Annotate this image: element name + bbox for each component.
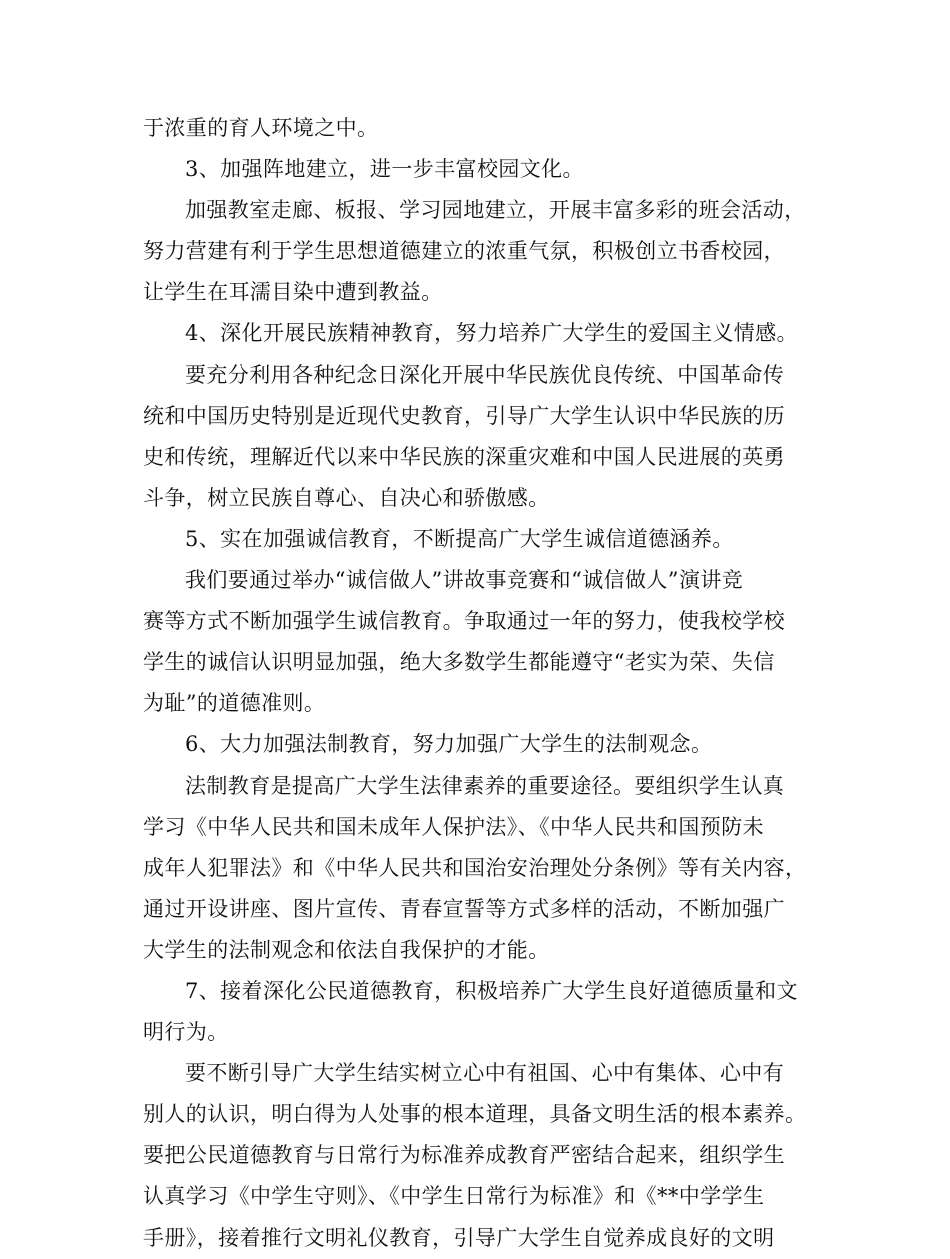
text-line: 于浓重的育人环境之中。 xyxy=(143,116,379,140)
text-line: 学习《中华人民共和国未成年人保护法》、《中华人民共和国预防未 xyxy=(143,814,764,839)
text-line: 学生的诚信认识明显加强，绝大多数学生都能遵守“老实为荣、失信 xyxy=(143,650,775,675)
text-line: 明行为。 xyxy=(143,1020,229,1045)
text-line: 要充分利用各种纪念日深化开展中华民族优良传统、中国革命传 xyxy=(185,362,785,387)
text-line: 要不断引导广大学生结实树立心中有祖国、心中有集体、心中有 xyxy=(185,1061,785,1086)
text-line: 3、加强阵地建立，进一步丰富校园文化。 xyxy=(185,157,584,182)
text-line: 我们要通过举办“诚信做人”讲故事竞赛和“诚信做人”演讲竞 xyxy=(185,568,744,593)
text-line: 为耻”的道德准则。 xyxy=(143,691,326,716)
text-line: 5、实在加强诚信教育，不断提高广大学生诚信道德涵养。 xyxy=(185,526,734,551)
text-line: 让学生在耳濡目染中遭到教益。 xyxy=(143,280,443,305)
text-line: 7、接着深化公民道德教育，积极培养广大学生良好道德质量和文 xyxy=(185,978,798,1003)
text-line: 认真学习《中学生守则》、《中学生日常行为标准》和《**中学学生 xyxy=(143,1184,765,1209)
text-line: 斗争，树立民族自尊心、自决心和骄傲感。 xyxy=(143,485,550,510)
text-line: 史和传统，理解近代以来中华民族的深重灾难和中国人民进展的英勇 xyxy=(143,444,785,469)
text-line: 统和中国历史特别是近现代史教育，引导广大学生认识中华民族的历 xyxy=(143,403,785,428)
text-line: 法制教育是提高广大学生法律素养的重要途径。要组织学生认真 xyxy=(185,773,785,798)
text-line: 手册》，接着推行文明礼仪教育，引导广大学生自觉养成良好的文明 xyxy=(143,1225,775,1250)
text-line: 努力营建有利于学生思想道德建立的浓重气氛，积极创立书香校园， xyxy=(143,239,785,264)
text-line: 大学生的法制观念和依法自我保护的才能。 xyxy=(143,937,550,962)
text-line: 4、深化开展民族精神教育，努力培养广大学生的爱国主义情感。 xyxy=(185,321,798,346)
text-line: 加强教室走廊、板报、学习园地建立，开展丰富多彩的班会活动， xyxy=(185,198,806,223)
text-line: 赛等方式不断加强学生诚信教育。争取通过一年的努力，使我校学校 xyxy=(143,609,785,634)
text-line: 6、大力加强法制教育，努力加强广大学生的法制观念。 xyxy=(185,732,713,757)
text-line: 成年人犯罪法》和《中华人民共和国治安治理处分条例》等有关内容， xyxy=(143,855,807,880)
text-line: 要把公民道德教育与日常行为标准养成教育严密结合起来，组织学生 xyxy=(143,1143,785,1168)
text-line: 通过开设讲座、图片宣传、青春宣誓等方式多样的活动，不断加强广 xyxy=(143,896,785,921)
text-line: 别人的认识，明白得为人处事的根本道理，具备文明生活的根本素养。 xyxy=(143,1102,807,1127)
document-body xyxy=(143,108,813,1259)
